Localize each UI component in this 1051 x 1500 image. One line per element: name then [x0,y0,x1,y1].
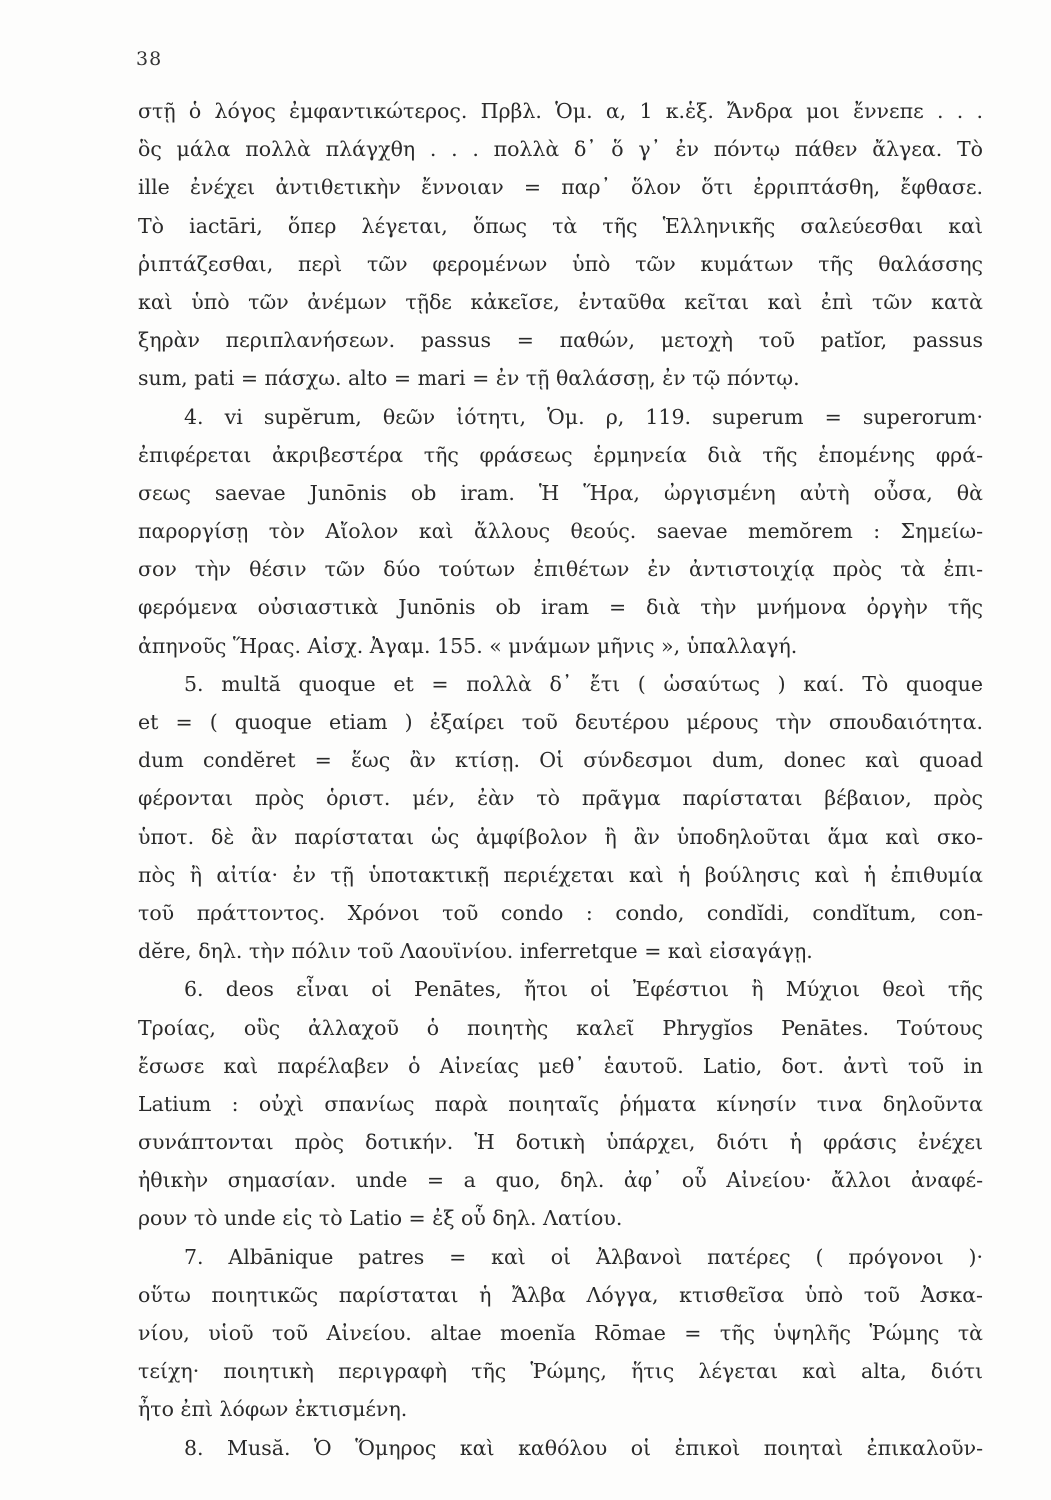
text-line: παροργίσῃ τὸν Αἴολον καὶ ἄλλους θεούς. saevae memŏrem : Σημείω- [138,519,983,544]
text-line: ρουν τὸ unde εἰς τὸ Latio = ἐξ οὗ δηλ. Λατίου. [138,1206,623,1231]
text-line: ἠθικὴν σημασίαν. unde = a quo, δηλ. ἀφ᾿ οὗ Αἰνείου· ἄλλοι ἀναφέ- [138,1168,983,1193]
text-line: στῇ ὁ λόγος ἐμφαντικώτερος. Πρβλ. Ὁμ. α, 1 κ.ἑξ. Ἄνδρα μοι ἔννεπε . . . [138,99,983,123]
text-line: et = ( quoque etiam ) ἐξαίρει τοῦ δευτέρου μέρους τὴν σπουδαιότητα. [138,710,983,734]
text-line: ἦτο ἐπὶ λόφων ἐκτισμένη. [138,1397,408,1422]
text-line: ἐπιφέρεται ἀκριβεστέρα τῆς φράσεως ἑρμηνεία διὰ τῆς ἑπομένης φρά- [138,442,983,467]
text-line: sum, pati = πάσχω. alto = mari = ἐν τῇ θαλάσσῃ, ἐν τῷ πόντῳ. [138,366,800,391]
text-line: καὶ ὑπὸ τῶν ἀνέμων τῇδε κἀκεῖσε, ἐνταῦθα κεῖται καὶ ἐπὶ τῶν κατὰ [138,289,983,314]
text-line: ὃς μάλα πολλὰ πλάγχθη . . . πολλὰ δ᾿ ὅ γ᾿ ἐν πόντῳ πάθεν ἄλγεα. Τὸ [138,137,983,162]
text-line: σεως saevae Junōnis ob iram. Ἡ Ἥρα, ὠργισμένη αὐτὴ οὖσα, θὰ [138,480,983,505]
commentary-text [138,92,983,1467]
text-line: Τὸ iactāri, ὅπερ λέγεται, ὅπως τὰ τῆς Ἑλληνικῆς σαλεύεσθαι καὶ [138,213,983,238]
page-number: 38 [136,48,163,70]
text-line: ille ἐνέχει ἀντιθετικὴν ἔννοιαν = παρ᾿ ὅλον ὅτι ἐρριπτάσθη, ἔφθασε. [138,175,983,200]
text-line: Τροίας, οὓς ἀλλαχοῦ ὁ ποιητὴς καλεῖ Phrygĭos Penātes. Τούτους [138,1015,983,1040]
text-line: φερόμενα οὐσιαστικὰ Junōnis ob iram = διὰ τὴν μνήμονα ὀργὴν τῆς [138,595,983,620]
text-line: 5. multă quoque et = πολλὰ δ᾿ ἔτι ( ὡσαύτως ) καί. Τὸ quoque [184,671,983,696]
text-line: οὕτω ποιητικῶς παρίσταται ἡ Ἄλβα Λόγγα, κτισθεῖσα ὑπὸ τοῦ Ἀσκα- [138,1282,983,1307]
text-line: 7. Albānique patres = καὶ οἱ Ἀλβανοὶ πατέρες ( πρόγονοι )· [184,1244,983,1269]
text-line: 8. Musă. Ὁ Ὅμηρος καὶ καθόλου οἱ ἐπικοὶ ποιηταὶ ἐπικαλοῦν- [184,1435,983,1460]
text-line: dum condĕret = ἕως ἂν κτίσῃ. Οἱ σύνδεσμοι dum, donec καὶ quoad [138,748,983,773]
text-line: ὑποτ. δὲ ἂν παρίσταται ὡς ἀμφίβολον ἢ ἂν ὑποδηλοῦται ἅμα καὶ σκο- [138,824,983,849]
text-line: 6. deos εἶναι οἱ Penātes, ἤτοι οἱ Ἐφέστιοι ἢ Μύχιοι θεοὶ τῆς [184,977,983,1002]
text-line: ξηρὰν περιπλανήσεων. passus = παθών, μετοχὴ τοῦ patĭor, passus [138,328,983,353]
text-line: dĕre, δηλ. τὴν πόλιν τοῦ Λαουϊνίου. inferretque = καὶ εἰσαγάγῃ. [138,939,813,964]
text-line: ἀπηνοῦς Ἥρας. Αἰσχ. Ἀγαμ. 155. « μνάμων μῆνις », ὑπαλλαγή. [138,633,798,658]
text-line: σον τὴν θέσιν τῶν δύο τούτων ἐπιθέτων ἐν ἀντιστοιχίᾳ πρὸς τὰ ἐπι- [138,557,983,582]
text-line: συνάπτονται πρὸς δοτικήν. Ἡ δοτικὴ ὑπάρχει, διότι ἡ φράσις ἐνέχει [138,1130,983,1155]
text-line: τείχη· ποιητικὴ περιγραφὴ τῆς Ῥώμης, ἥτις λέγεται καὶ alta, διότι [138,1359,983,1384]
text-line: νίου, υἱοῦ τοῦ Αἰνείου. altae moenĭa Rōmae = τῆς ὑψηλῆς Ῥώμης τὰ [138,1321,983,1345]
text-line: πὸς ἢ αἰτία· ἐν τῇ ὑποτακτικῇ περιέχεται καὶ ἡ βούλησις καὶ ἡ ἐπιθυμία [138,862,983,887]
text-line: ἔσωσε καὶ παρέλαβεν ὁ Αἰνείας μεθ᾿ ἑαυτοῦ. Latio, δοτ. ἀντὶ τοῦ in [138,1053,983,1078]
text-line: φέρονται πρὸς ὁριστ. μέν, ἐὰν τὸ πρᾶγμα παρίσταται βέβαιον, πρὸς [138,786,983,811]
text-line: 4. vi supĕrum, θεῶν ἰότητι, Ὁμ. ρ, 119. superum = superorum· [184,404,983,429]
text-line: ῥιπτάζεσθαι, περὶ τῶν φερομένων ὑπὸ τῶν κυμάτων τῆς θαλάσσης [138,251,983,276]
text-line: τοῦ πράττοντος. Χρόνοι τοῦ condo : condo, condĭdi, condĭtum, con- [138,900,983,925]
text-line: Latium : οὐχὶ σπανίως παρὰ ποιηταῖς ῥήματα κίνησίν τινα δηλοῦντα [138,1091,983,1116]
